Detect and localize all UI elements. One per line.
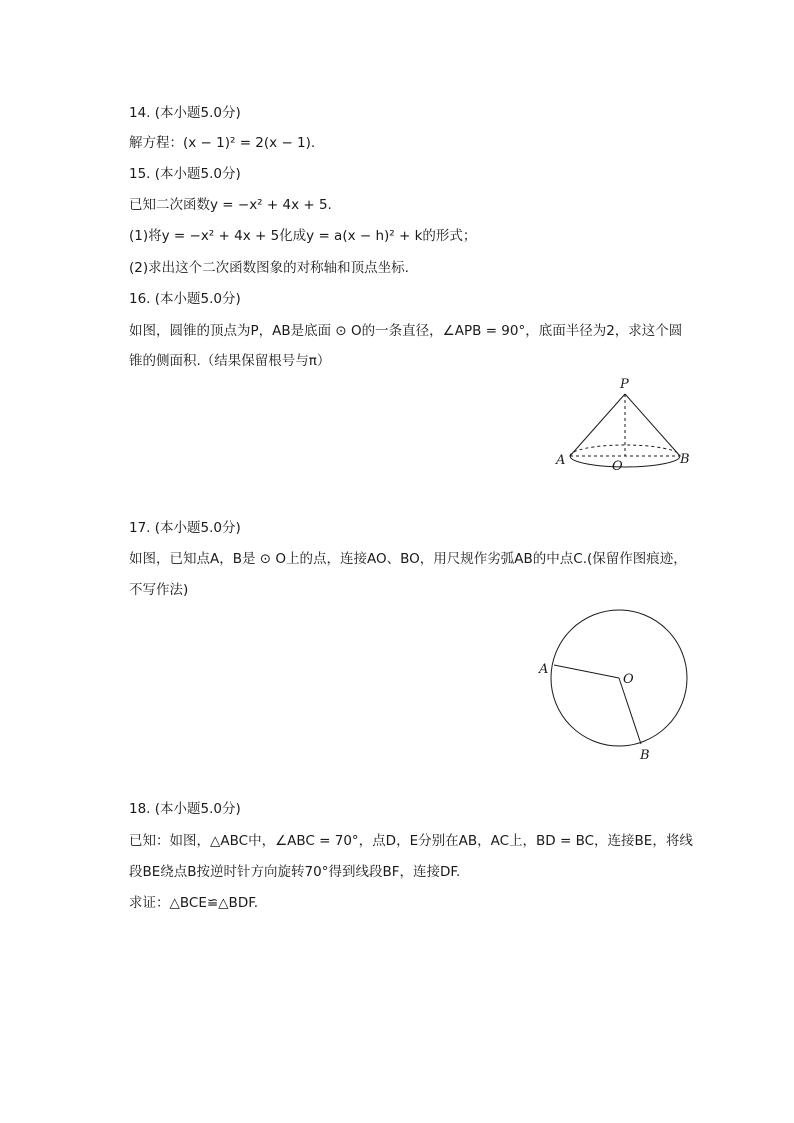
q16-header: 16. (本小题5.0分) — [129, 291, 241, 307]
q17-header: 17. (本小题5.0分) — [129, 520, 241, 536]
q15-part1: (1)将y = −x² + 4x + 5化成y = a(x − h)² + k的形式； — [129, 228, 477, 244]
circle-label-A: A — [539, 662, 549, 677]
q15-header: 15. (本小题5.0分) — [129, 166, 241, 182]
circle-figure — [530, 605, 700, 765]
q16-text-line1: 如图，圆锥的顶点为P，AB是底面 ⊙ O的一条直径，∠APB = 90°，底面半径为2，求这个圆 — [129, 323, 683, 339]
cone-label-O: O — [612, 459, 623, 474]
circle-label-O: O — [623, 672, 634, 687]
q14-header: 14. (本小题5.0分) — [129, 105, 241, 121]
circle-label-B: B — [640, 748, 650, 763]
q14-text: 解方程：(x − 1)² = 2(x − 1). — [129, 135, 316, 151]
q15-part2: (2)求出这个二次函数图象的对称轴和顶点坐标. — [129, 260, 409, 276]
q18-text-line3: 求证：△BCE≌△BDF. — [129, 895, 259, 911]
cone-label-A: A — [556, 453, 566, 468]
cone-label-P: P — [620, 377, 629, 392]
q15-intro: 已知二次函数y = −x² + 4x + 5. — [129, 197, 332, 213]
q17-text-line2: 不写作法) — [129, 582, 189, 598]
q18-text-line1: 已知：如图，△ABC中，∠ABC = 70°，点D，E分别在AB，AC上，BD = BC，连接BE，将线 — [129, 833, 693, 849]
q16-text-line2: 锥的侧面积.（结果保留根号与π） — [129, 353, 331, 369]
q17-text-line1: 如图，已知点A，B是 ⊙ O上的点，连接AO、BO，用尺规作劣弧AB的中点C.(保留作图痕迹， — [129, 551, 687, 567]
cone-figure — [550, 372, 700, 482]
q18-text-line2: 段BE绕点B按逆时针方向旋转70°得到线段BF，连接DF. — [129, 864, 461, 880]
q18-header: 18. (本小题5.0分) — [129, 801, 241, 817]
cone-label-B: B — [680, 452, 690, 467]
